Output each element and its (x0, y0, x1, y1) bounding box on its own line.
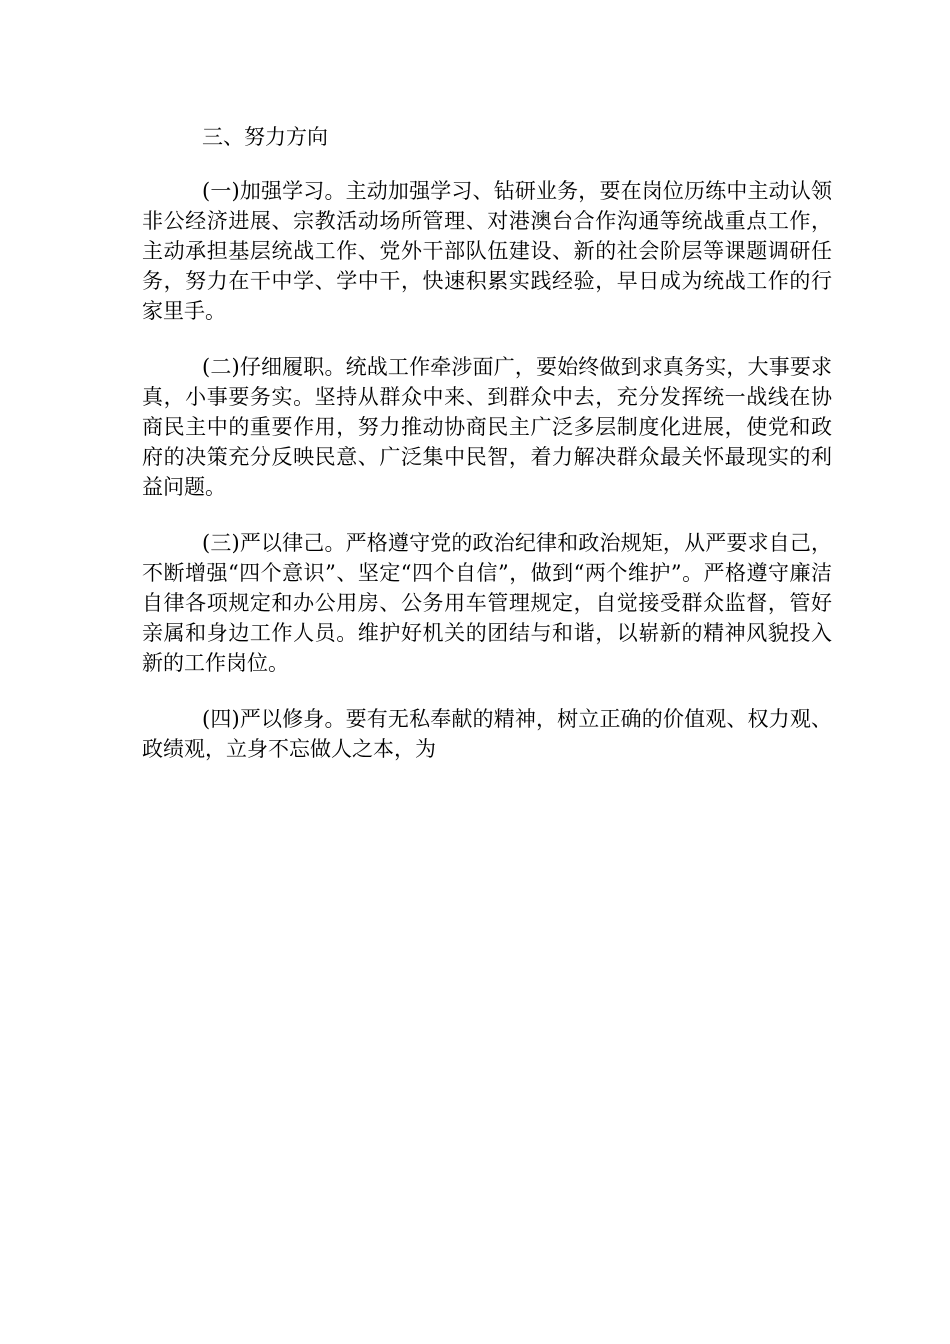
paragraph-strengthen-study: (一)加强学习。主动加强学习、钻研业务，要在岗位历练中主动认领非公经济进展、宗教活动场所管理、对港澳台合作沟通等统战重点工作，主动承担基层统战工作、党外干部队伍建设、新的社会阶层等课题调研任务，努力在干中学、学中干，快速积累实践经验，早日成为统战工作的行家里手。 (142, 179, 832, 323)
paragraph-self-discipline: (三)严以律己。严格遵守党的政治纪律和政治规矩，从严要求自己，不断增强“四个意识”、坚定“四个自信”，做到“两个维护”。严格遵守廉洁自律各项规定和办公用房、公务用车管理规定，自觉接受群众监督，管好亲属和身边工作人员。维护好机关的团结与和谐，以崭新的精神风貌投入新的工作岗位。 (142, 531, 832, 675)
paragraph-perform-duties: (二)仔细履职。统战工作牵涉面广，要始终做到求真务实，大事要求真，小事要务实。坚持从群众中来、到群众中去，充分发挥统一战线在协商民主中的重要作用，努力推动协商民主广泛多层制度化进展，使党和政府的决策充分反映民意、广泛集中民智，着力解决群众最关怀最现实的利益问题。 (142, 355, 832, 499)
document-body (142, 122, 832, 790)
section-heading: 三、努力方向 (202, 125, 328, 149)
paragraph-self-cultivation: (四)严以修身。要有无私奉献的精神，树立正确的价值观、权力观、政绩观，立身不忘做人之本，为 (142, 707, 832, 761)
